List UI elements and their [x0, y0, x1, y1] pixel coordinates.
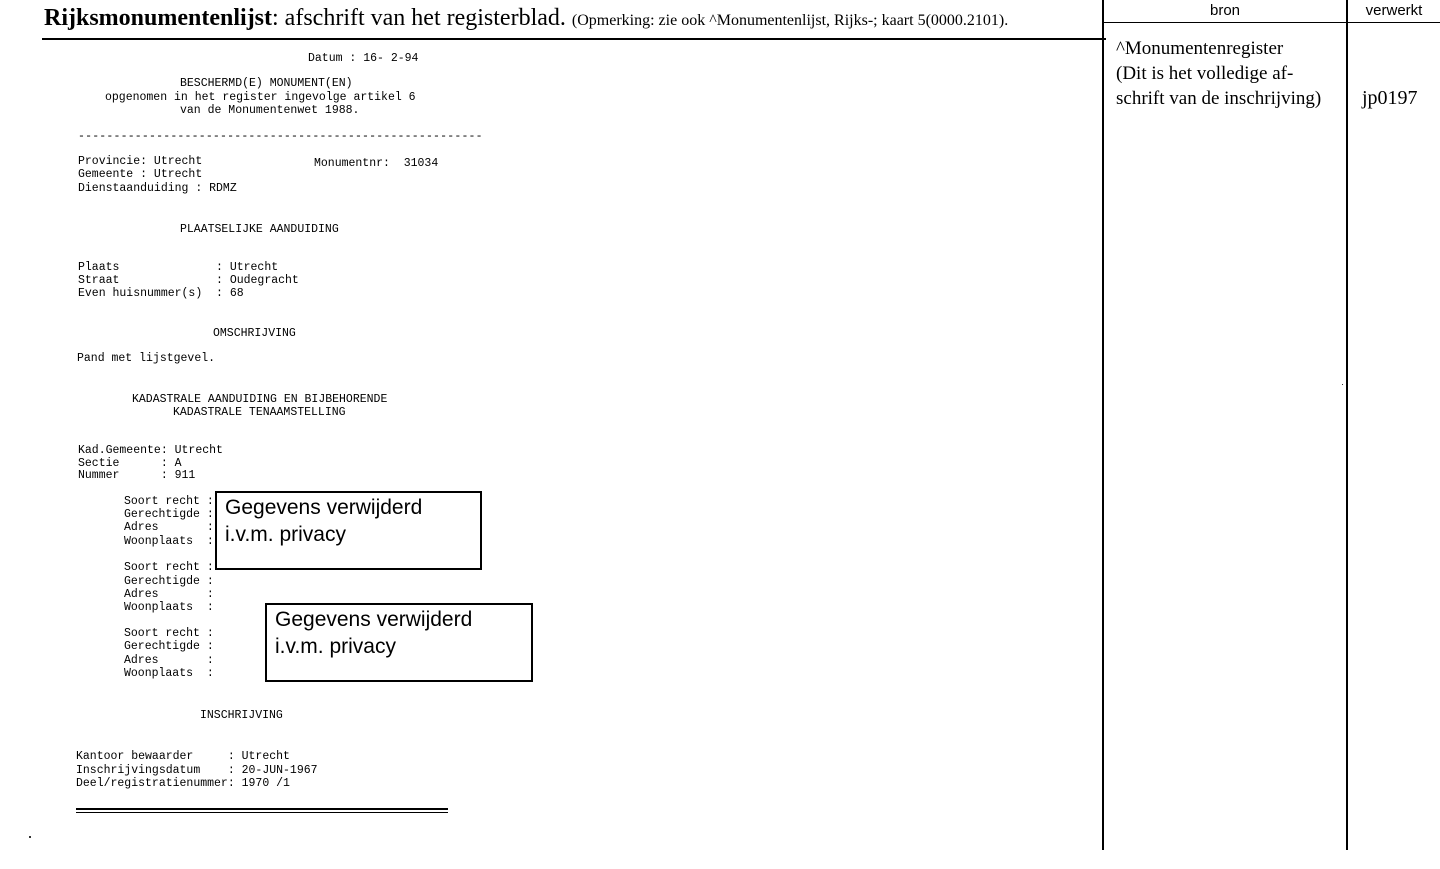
bron-text: [1116, 36, 1352, 111]
gerechtigde-label: Gerechtigde :: [124, 640, 214, 653]
provincie: Provincie: Utrecht: [78, 155, 203, 168]
datum: Datum : 16- 2-94: [308, 52, 419, 65]
bron-line: ^Monumentenregister: [1116, 38, 1284, 59]
woonplaats-label: Woonplaats :: [124, 535, 214, 548]
kad-gemeente: Kad.Gemeente: Utrecht: [78, 444, 223, 457]
kantoor-bewaarder: Kantoor bewaarder : Utrecht: [76, 750, 290, 763]
column-header-rule: [1104, 22, 1440, 23]
scan-speck: [1342, 384, 1343, 385]
verwerkt-value: jp0197: [1362, 87, 1418, 109]
title-bold: Rijksmonumentenlijst: [44, 5, 273, 31]
header-rule: [42, 38, 1106, 40]
bron-line: (Dit is het volledige af-: [1116, 63, 1294, 84]
woonplaats-label: Woonplaats :: [124, 601, 214, 614]
separator-line: ---------------------------------------------------------: [78, 130, 483, 143]
plaatselijke-heading: PLAATSELIJKE AANDUIDING: [180, 223, 339, 236]
gerechtigde-label: Gerechtigde :: [124, 575, 214, 588]
verwerkt-heading: verwerkt: [1365, 2, 1423, 19]
document-title: [44, 4, 1008, 35]
plaats: Plaats : Utrecht: [78, 261, 279, 274]
monumentnr: Monumentnr: 31034: [314, 157, 439, 170]
straat: Straat : Oudegracht: [78, 274, 299, 287]
sectie: Sectie : A: [78, 457, 182, 470]
soort-recht-label: Soort recht :: [124, 561, 214, 574]
gerechtigde-label: Gerechtigde :: [124, 508, 214, 521]
kadastrale-heading: KADASTRALE AANDUIDING EN BIJBEHORENDE: [132, 393, 388, 406]
intro-line: BESCHERMD(E) MONUMENT(EN): [180, 77, 353, 90]
soort-recht-label: Soort recht :: [124, 495, 214, 508]
dienstaanduiding: Dienstaanduiding : RDMZ: [78, 182, 237, 195]
adres-label: Adres :: [124, 654, 214, 667]
privacy-line: Gegevens verwijderd: [275, 608, 473, 631]
privacy-line: i.v.m. privacy: [275, 635, 396, 658]
privacy-redaction-box: [215, 491, 482, 570]
adres-label: Adres :: [124, 588, 214, 601]
deel-registratienummer: Deel/registratienummer: 1970 /1: [76, 777, 290, 790]
title-rest: : afschrift van het registerblad.: [272, 5, 566, 31]
nummer: Nummer : 911: [78, 469, 196, 482]
bron-heading: bron: [1209, 2, 1241, 19]
inschrijvingsdatum: Inschrijvingsdatum : 20-JUN-1967: [76, 764, 318, 777]
closing-double-rule: [76, 808, 448, 813]
intro-line: van de Monumentenwet 1988.: [180, 104, 360, 117]
bron-line: schrift van de inschrijving): [1116, 88, 1322, 109]
adres-label: Adres :: [124, 521, 214, 534]
title-remark: (Opmerking: zie ook ^Monumentenlijst, Rijks-; kaart 5(0000.2101).: [571, 12, 1009, 29]
omschrijving: Pand met lijstgevel.: [77, 352, 216, 365]
privacy-line: Gegevens verwijderd: [225, 496, 423, 519]
privacy-redaction-box: [265, 603, 533, 682]
column-divider-right: [1346, 0, 1348, 850]
inschrijving-heading: INSCHRIJVING: [200, 709, 283, 722]
kadastrale-heading: KADASTRALE TENAAMSTELLING: [173, 406, 346, 419]
soort-recht-label: Soort recht :: [124, 627, 214, 640]
privacy-line: i.v.m. privacy: [225, 523, 346, 546]
omschrijving-heading: OMSCHRIJVING: [213, 327, 296, 340]
huisnummer: Even huisnummer(s) : 68: [78, 287, 244, 300]
intro-line: opgenomen in het register ingevolge artikel 6: [105, 91, 416, 104]
woonplaats-label: Woonplaats :: [124, 667, 214, 680]
column-divider-left: [1102, 0, 1104, 850]
scan-speck: [29, 836, 31, 838]
gemeente: Gemeente : Utrecht: [78, 168, 203, 181]
